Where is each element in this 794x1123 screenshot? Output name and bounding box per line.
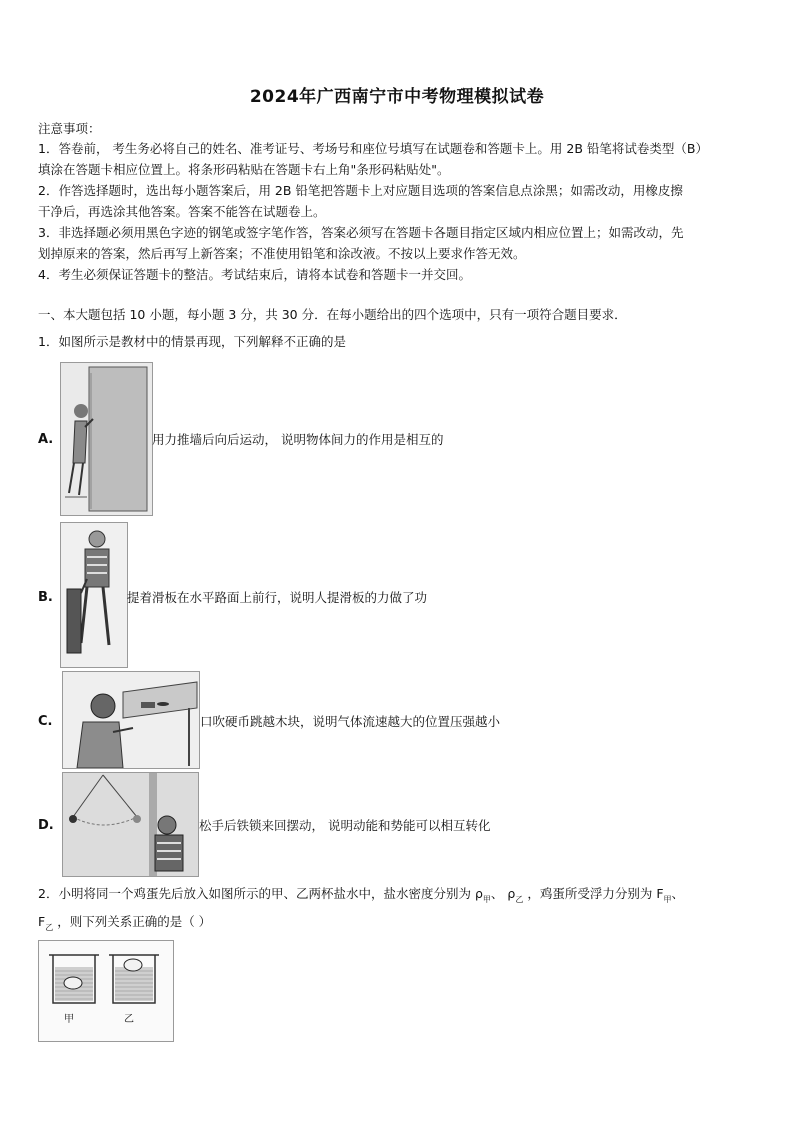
option-c-letter: C.: [38, 714, 53, 729]
option-b-figure-skateboard: [60, 522, 128, 668]
option-b-letter: B.: [38, 590, 53, 605]
q2-rho-jia: $\rho_甲$: [474, 886, 491, 904]
q2-stem-part1: 2．小明将同一个鸡蛋先后放入如图所示的甲、乙两杯盐水中，盐水密度分别为: [38, 886, 471, 901]
option-d-letter: D.: [38, 818, 54, 833]
q2-rho-yi: $\rho_乙$: [507, 886, 524, 904]
section-heading: 一、本大题包括 10 小题，每小题 3 分，共 30 分．在每小题给出的四个选项中，只有一项符合题目要求．: [38, 307, 627, 322]
page-title: 2024年广西南宁市中考物理模拟试卷: [249, 87, 545, 107]
q2-stem-part2: ，鸡蛋所受浮力分别为: [527, 886, 653, 901]
q2-force-yi: $F_乙$: [38, 914, 54, 932]
q2-force-jia: $F_甲$: [656, 886, 672, 904]
option-d-text: 松手后铁锁来回摆动， 说明动能和势能可以相互转化: [199, 818, 491, 833]
q2-sep-2: 、: [671, 886, 685, 901]
option-b-text: 提着滑板在水平路面上前行，说明人提滑板的力做了功: [127, 590, 428, 605]
notice-line: 填涂在答题卡相应位置上。将条形码粘贴在答题卡右上角"条形码粘贴处"。: [38, 162, 450, 177]
q2-sep: 、: [490, 886, 504, 901]
option-a-letter: A.: [38, 432, 54, 447]
beaker-label-jia: 甲: [64, 1014, 74, 1025]
notice-line: 4．考生必须保证答题卡的整洁。考试结束后，请将本试卷和答题卡一并交回。: [38, 267, 471, 282]
notice-line: 划掉原来的答案，然后再写上新答案；不准使用铅笔和涂改液。不按以上要求作答无效。: [38, 246, 526, 261]
notice-line: 1．答卷前， 考生务必将自己的姓名、准考证号、考场号和座位号填写在试题卷和答题卡上。用 2B 铅笔将试卷类型（B）: [38, 141, 708, 156]
option-c-text: 口吹硬币跳越木块，说明气体流速越大的位置压强越小: [200, 714, 501, 729]
notice-line: 干净后，再选涂其他答案。答案不能答在试题卷上。: [38, 204, 326, 219]
notice-heading: 注意事项：: [38, 121, 101, 136]
question-2-stem-line-1: [38, 886, 684, 908]
question-1-stem: 1．如图所示是教材中的情景再现，下列解释不正确的是: [38, 334, 346, 349]
beaker-label-yi: 乙: [124, 1014, 134, 1025]
option-a-text: 用力推墙后向后运动， 说明物体间力的作用是相互的: [152, 432, 444, 447]
q2-figure-beakers: [38, 940, 174, 1042]
notice-line: 2．作答选择题时，选出每小题答案后，用 2B 铅笔把答题卡上对应题目选项的答案信息点涂黑；如需改动，用橡皮擦: [38, 183, 683, 198]
option-d-figure-pendulum-lock: [62, 772, 199, 877]
option-a-figure-push-wall: [60, 362, 153, 516]
option-c-figure-blow-coin: [62, 671, 200, 769]
question-2-stem-line-2: [38, 914, 211, 936]
notice-line: 3．非选择题必须用黑色字迹的钢笔或签字笔作答，答案必须写在答题卡各题目指定区域内相应位置上；如需改动，先: [38, 225, 684, 240]
q2-stem-part3: ，则下列关系正确的是（ ）: [57, 914, 212, 929]
